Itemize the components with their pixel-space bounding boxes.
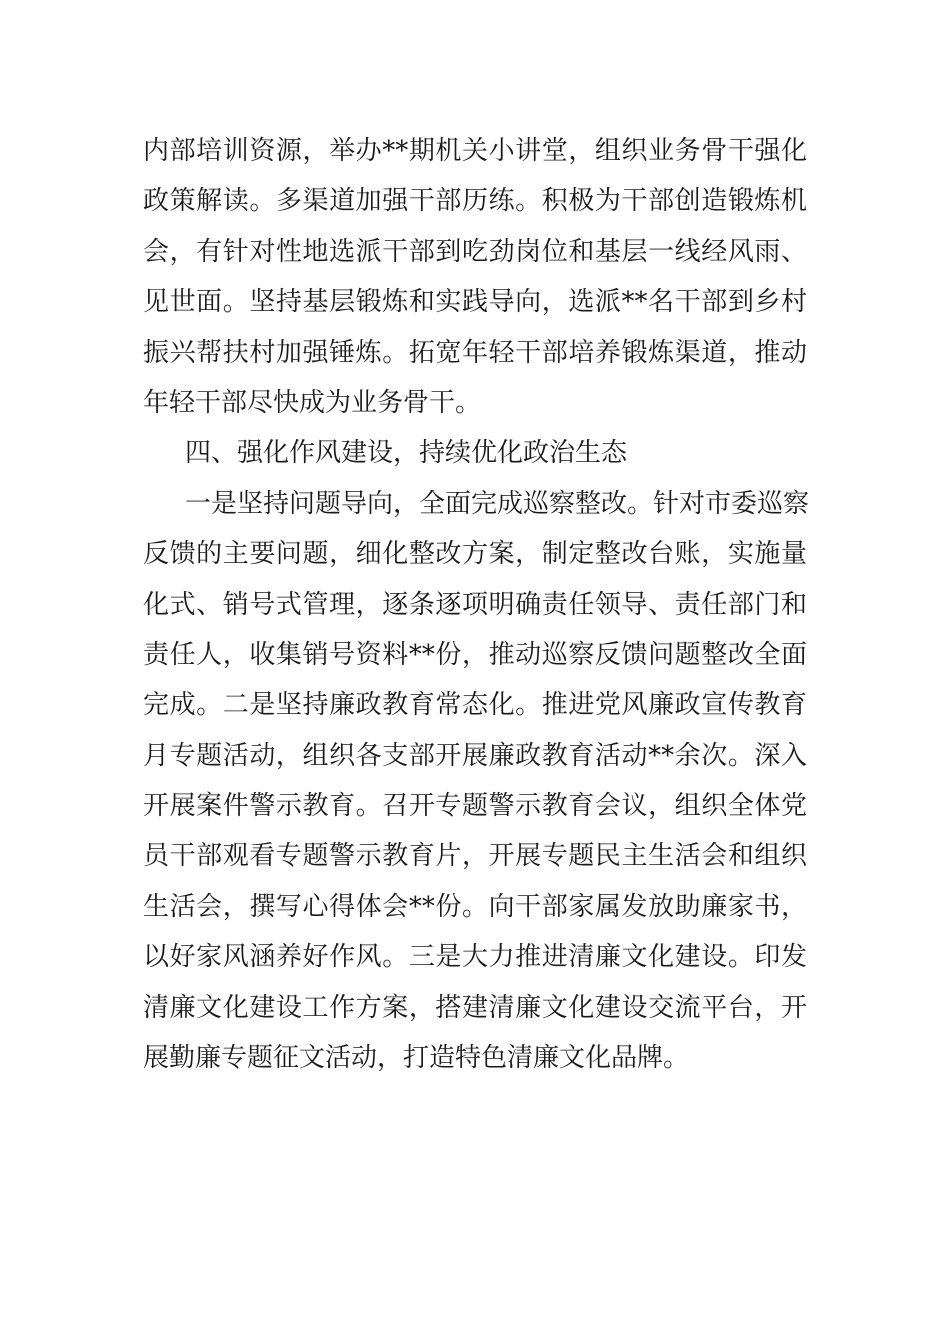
- text-line: 反馈的主要问题，细化整改方案，制定整改台账，实施量: [143, 539, 807, 570]
- document-body: [143, 126, 810, 1083]
- text-line: 化式、销号式管理，逐条逐项明确责任领导、责任部门和: [143, 589, 807, 620]
- text-line: 四、强化作风建设，持续优化政治生态: [185, 438, 628, 469]
- text-line: 员干部观看专题警示教育片，开展专题民主生活会和组织: [143, 841, 807, 872]
- text-line: 生活会，撰写心得体会**份。向干部家属发放助廉家书，: [143, 891, 807, 922]
- text-line: 内部培训资源，举办**期机关小讲堂，组织业务骨干强化: [143, 136, 807, 166]
- text-line: 以好家风涵养好作风。三是大力推进清廉文化建设。印发: [143, 942, 807, 973]
- text-line: 月专题活动，组织各支部开展廉政教育活动**余次。深入: [143, 740, 807, 771]
- text-line: 完成。二是坚持廉政教育常态化。推进党风廉政宣传教育: [143, 690, 807, 721]
- text-line: 年轻干部尽快成为业务骨干。: [143, 387, 482, 418]
- text-line: 展勤廉专题征文活动，打造特色清廉文化品牌。: [143, 1043, 690, 1074]
- text-line: 清廉文化建设工作方案，搭建清廉文化建设交流平台，开: [143, 992, 807, 1023]
- text-line: 会，有针对性地选派干部到吃劲岗位和基层一线经风雨、: [143, 236, 807, 267]
- text-line: 政策解读。多渠道加强干部历练。积极为干部创造锻炼机: [143, 186, 807, 217]
- text-line: 责任人，收集销号资料**份，推动巡察反馈问题整改全面: [143, 639, 807, 670]
- text-line: 开展案件警示教育。召开专题警示教育会议，组织全体党: [143, 791, 807, 822]
- text-line: 见世面。坚持基层锻炼和实践导向，选派**名干部到乡村: [143, 287, 807, 318]
- text-line: 振兴帮扶村加强锤炼。拓宽年轻干部培养锻炼渠道，推动: [143, 337, 807, 368]
- text-line: 一是坚持问题导向，全面完成巡察整改。针对市委巡察: [185, 488, 810, 519]
